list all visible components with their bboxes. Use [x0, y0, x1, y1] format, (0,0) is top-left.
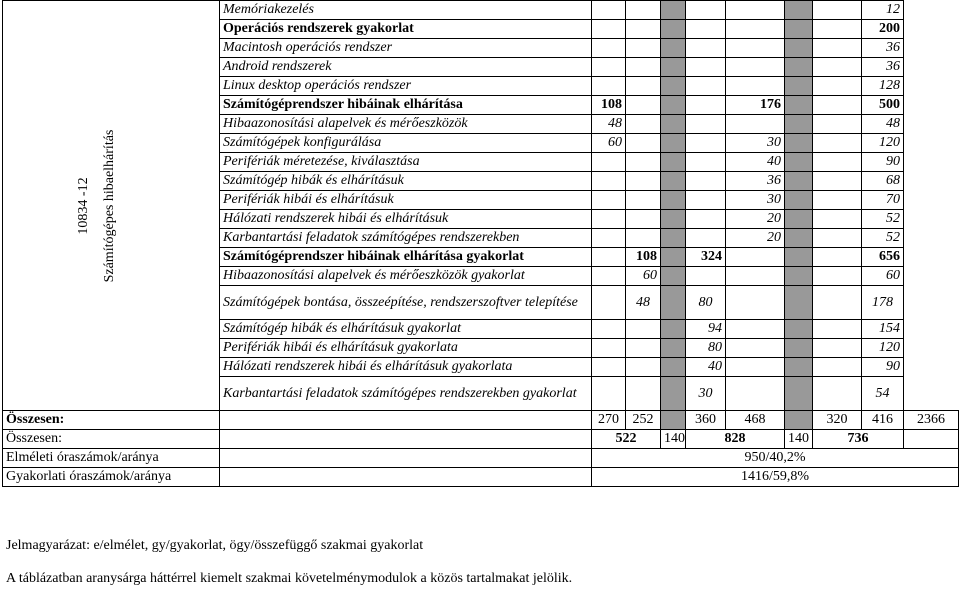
hours-cell: 48: [592, 115, 626, 134]
shaded-column-cell: [661, 210, 686, 229]
shaded-column-cell: [661, 153, 686, 172]
subject-label: Számítógépek konfigurálása: [220, 134, 592, 153]
practice-ratio-row: [3, 468, 959, 487]
hours-cell: 30: [726, 191, 785, 210]
hours-cell: [626, 191, 661, 210]
curriculum-table: [2, 0, 959, 487]
hours-cell: [686, 134, 726, 153]
hours-cell: [626, 172, 661, 191]
hours-cell: [686, 267, 726, 286]
hours-cell: [813, 267, 862, 286]
hours-cell: [686, 153, 726, 172]
hours-cell: [626, 320, 661, 339]
row-total-cell: 12: [862, 1, 904, 20]
hours-cell: 80: [686, 339, 726, 358]
hours-cell: [726, 77, 785, 96]
shaded-column-cell: [785, 358, 813, 377]
hours-cell: [626, 1, 661, 20]
hours-cell: [726, 358, 785, 377]
hours-cell: [813, 77, 862, 96]
hours-cell: [592, 229, 626, 248]
hours-cell: [592, 1, 626, 20]
shaded-column-cell: [785, 320, 813, 339]
hours-cell: [726, 286, 785, 320]
hours-cell: [686, 39, 726, 58]
shaded-column-cell: [785, 58, 813, 77]
hours-cell: [813, 320, 862, 339]
hours-cell: [626, 358, 661, 377]
shaded-column-cell: [661, 320, 686, 339]
shaded-column-cell: [661, 286, 686, 320]
hours-cell: 30: [726, 134, 785, 153]
shaded-column-cell: [785, 77, 813, 96]
shaded-column-cell: [661, 77, 686, 96]
subject-label: Hálózati rendszerek hibái és elhárításuk: [220, 210, 592, 229]
hours-cell: [592, 20, 626, 39]
hours-cell: [626, 115, 661, 134]
row-total-cell: 68: [862, 172, 904, 191]
shaded-column-cell: [785, 153, 813, 172]
hours-cell: 176: [726, 96, 785, 115]
hours-cell: 108: [626, 248, 661, 267]
hours-cell: [592, 248, 626, 267]
row-total-cell: 54: [862, 377, 904, 411]
row-total-cell: 656: [862, 248, 904, 267]
hours-cell: [726, 115, 785, 134]
hours-cell: [726, 339, 785, 358]
hours-cell: [813, 20, 862, 39]
shaded-column-cell: [661, 248, 686, 267]
shaded-column-cell: [785, 39, 813, 58]
hours-cell: [686, 1, 726, 20]
hours-cell: [592, 286, 626, 320]
legend-text: Jelmagyarázat: e/elmélet, gy/gyakorlat, ögy/összefüggő szakmai gyakorlat: [6, 538, 424, 553]
hours-cell: [592, 377, 626, 411]
hours-cell: [592, 267, 626, 286]
hours-cell: [686, 96, 726, 115]
subject-label: Perifériák hibái és elhárításuk gyakorlata: [220, 339, 592, 358]
subject-label: Perifériák méretezése, kiválasztása: [220, 153, 592, 172]
hours-cell: [686, 58, 726, 77]
shaded-column-cell: [661, 39, 686, 58]
row-total-cell: 52: [862, 210, 904, 229]
subject-label: Karbantartási feladatok számítógépes rendszerekben: [220, 229, 592, 248]
hours-cell: [592, 320, 626, 339]
module-code: 10834 -12: [75, 177, 91, 235]
hours-cell: [592, 358, 626, 377]
shaded-column-cell: [661, 58, 686, 77]
subject-row: [3, 1, 959, 20]
theory-value: 950/40,2%: [592, 449, 959, 468]
hours-cell: [626, 58, 661, 77]
hours-cell: [686, 229, 726, 248]
hours-cell: [813, 58, 862, 77]
hours-cell: [726, 58, 785, 77]
hours-cell: [813, 96, 862, 115]
row-total-cell: 154: [862, 320, 904, 339]
grand-total: 2366: [904, 411, 959, 430]
row-total-cell: 70: [862, 191, 904, 210]
shaded-column-cell: [785, 115, 813, 134]
hours-cell: 324: [686, 248, 726, 267]
hours-cell: [686, 77, 726, 96]
theory-ratio-row: [3, 449, 959, 468]
hours-cell: [726, 1, 785, 20]
row-total-cell: 500: [862, 96, 904, 115]
hours-cell: [726, 320, 785, 339]
hours-cell: [626, 153, 661, 172]
row-total-cell: 120: [862, 339, 904, 358]
row-total-cell: 90: [862, 153, 904, 172]
shaded-column-cell: [661, 377, 686, 411]
hours-cell: [626, 210, 661, 229]
row-total-cell: 36: [862, 58, 904, 77]
hours-cell: [592, 58, 626, 77]
subject-label: Perifériák hibái és elhárításuk: [220, 191, 592, 210]
hours-cell: [726, 20, 785, 39]
hours-cell: [813, 358, 862, 377]
shaded-column-cell: [661, 339, 686, 358]
totals-label-2: Összesen:: [3, 430, 220, 449]
shaded-column-cell: [785, 267, 813, 286]
hours-cell: [813, 134, 862, 153]
subject-label: Memóriakezelés: [220, 1, 592, 20]
subject-label: Android rendszerek: [220, 58, 592, 77]
shaded-column-cell: [785, 229, 813, 248]
hours-cell: [726, 267, 785, 286]
shaded-column-cell: [785, 339, 813, 358]
row-total-cell: 200: [862, 20, 904, 39]
hours-cell: [813, 191, 862, 210]
hours-cell: 40: [686, 358, 726, 377]
shaded-column-cell: [785, 377, 813, 411]
shaded-column-cell: [785, 172, 813, 191]
hours-cell: [626, 339, 661, 358]
shaded-column-cell: [785, 1, 813, 20]
theory-label: Elméleti óraszámok/aránya: [3, 449, 220, 468]
hours-cell: 60: [592, 134, 626, 153]
totals-row-1: Összesen: 270 252 360 468 320 416 2366: [3, 411, 959, 430]
shaded-column-cell: [661, 191, 686, 210]
hours-cell: [626, 134, 661, 153]
subject-label: Számítógép hibák és elhárításuk: [220, 172, 592, 191]
shaded-column-cell: [661, 229, 686, 248]
shaded-column-cell: [661, 358, 686, 377]
hours-cell: [813, 210, 862, 229]
hours-cell: [686, 115, 726, 134]
hours-cell: [592, 39, 626, 58]
shaded-column-cell: [661, 1, 686, 20]
row-total-cell: 90: [862, 358, 904, 377]
footnote-text: A táblázatban aranysárga háttérrel kiemelt szakmai követelménymodulok a közös tartalmakat jelölik.: [6, 571, 573, 586]
hours-cell: [626, 20, 661, 39]
hours-cell: 40: [726, 153, 785, 172]
shaded-column-cell: [785, 134, 813, 153]
hours-cell: [686, 191, 726, 210]
subject-label: Számítógépek bontása, összeépítése, rendszerszoftver telepítése: [220, 286, 592, 320]
curriculum-body: [3, 1, 959, 487]
hours-cell: [813, 286, 862, 320]
shaded-column-cell: [661, 267, 686, 286]
hours-cell: [592, 191, 626, 210]
hours-cell: [626, 229, 661, 248]
subject-label: Linux desktop operációs rendszer: [220, 77, 592, 96]
shaded-column-cell: [785, 191, 813, 210]
subject-label: Hálózati rendszerek hibái és elhárításuk gyakorlata: [220, 358, 592, 377]
shaded-column-cell: [785, 248, 813, 267]
hours-cell: [813, 172, 862, 191]
hours-cell: 94: [686, 320, 726, 339]
subject-label: Hibaazonosítási alapelvek és mérőeszközök: [220, 115, 592, 134]
hours-cell: [626, 96, 661, 115]
hours-cell: [626, 39, 661, 58]
hours-cell: [813, 248, 862, 267]
hours-cell: [592, 172, 626, 191]
hours-cell: [592, 77, 626, 96]
hours-cell: [686, 20, 726, 39]
hours-cell: [726, 248, 785, 267]
subject-label: Számítógéprendszer hibáinak elhárítása gyakorlat: [220, 248, 592, 267]
hours-cell: [592, 339, 626, 358]
totals-label: Összesen:: [3, 411, 220, 430]
row-total-cell: 52: [862, 229, 904, 248]
hours-cell: [813, 377, 862, 411]
row-total-cell: 48: [862, 115, 904, 134]
hours-cell: 80: [686, 286, 726, 320]
row-total-cell: 36: [862, 39, 904, 58]
hours-cell: [592, 153, 626, 172]
row-total-cell: 178: [862, 286, 904, 320]
hours-cell: 36: [726, 172, 785, 191]
hours-cell: 30: [686, 377, 726, 411]
practice-label: Gyakorlati óraszámok/aránya: [3, 468, 220, 487]
hours-cell: [813, 339, 862, 358]
hours-cell: [813, 115, 862, 134]
shaded-column-cell: [785, 286, 813, 320]
hours-cell: 60: [626, 267, 661, 286]
shaded-column-cell: [661, 134, 686, 153]
hours-cell: [813, 39, 862, 58]
subject-label: Hibaazonosítási alapelvek és mérőeszközök gyakorlat: [220, 267, 592, 286]
shaded-column-cell: [661, 172, 686, 191]
hours-cell: [686, 172, 726, 191]
row-total-cell: 60: [862, 267, 904, 286]
row-total-cell: 120: [862, 134, 904, 153]
hours-cell: [626, 377, 661, 411]
module-name: Számítógépes hibaelhárítás: [101, 129, 117, 283]
hours-cell: [813, 153, 862, 172]
shaded-column-cell: [785, 210, 813, 229]
hours-cell: 20: [726, 210, 785, 229]
hours-cell: [626, 77, 661, 96]
shaded-column-cell: [661, 96, 686, 115]
shaded-column-cell: [785, 96, 813, 115]
practice-value: 1416/59,8%: [592, 468, 959, 487]
hours-cell: [726, 39, 785, 58]
hours-cell: [726, 377, 785, 411]
module-cell: [3, 1, 220, 411]
subject-label: Macintosh operációs rendszer: [220, 39, 592, 58]
subject-label: Karbantartási feladatok számítógépes rendszerekben gyakorlat: [220, 377, 592, 411]
subject-label: Számítógép hibák és elhárításuk gyakorlat: [220, 320, 592, 339]
shaded-column-cell: [661, 115, 686, 134]
hours-cell: [592, 210, 626, 229]
hours-cell: [686, 210, 726, 229]
hours-cell: [813, 1, 862, 20]
hours-cell: 20: [726, 229, 785, 248]
subject-label: Számítógéprendszer hibáinak elhárítása: [220, 96, 592, 115]
shaded-column-cell: [785, 20, 813, 39]
subject-label: Operációs rendszerek gyakorlat: [220, 20, 592, 39]
hours-cell: 48: [626, 286, 661, 320]
hours-cell: 108: [592, 96, 626, 115]
shaded-column-cell: [661, 20, 686, 39]
totals-row-2: Összesen: 522 140 828 140 736: [3, 430, 959, 449]
hours-cell: [813, 229, 862, 248]
row-total-cell: 128: [862, 77, 904, 96]
